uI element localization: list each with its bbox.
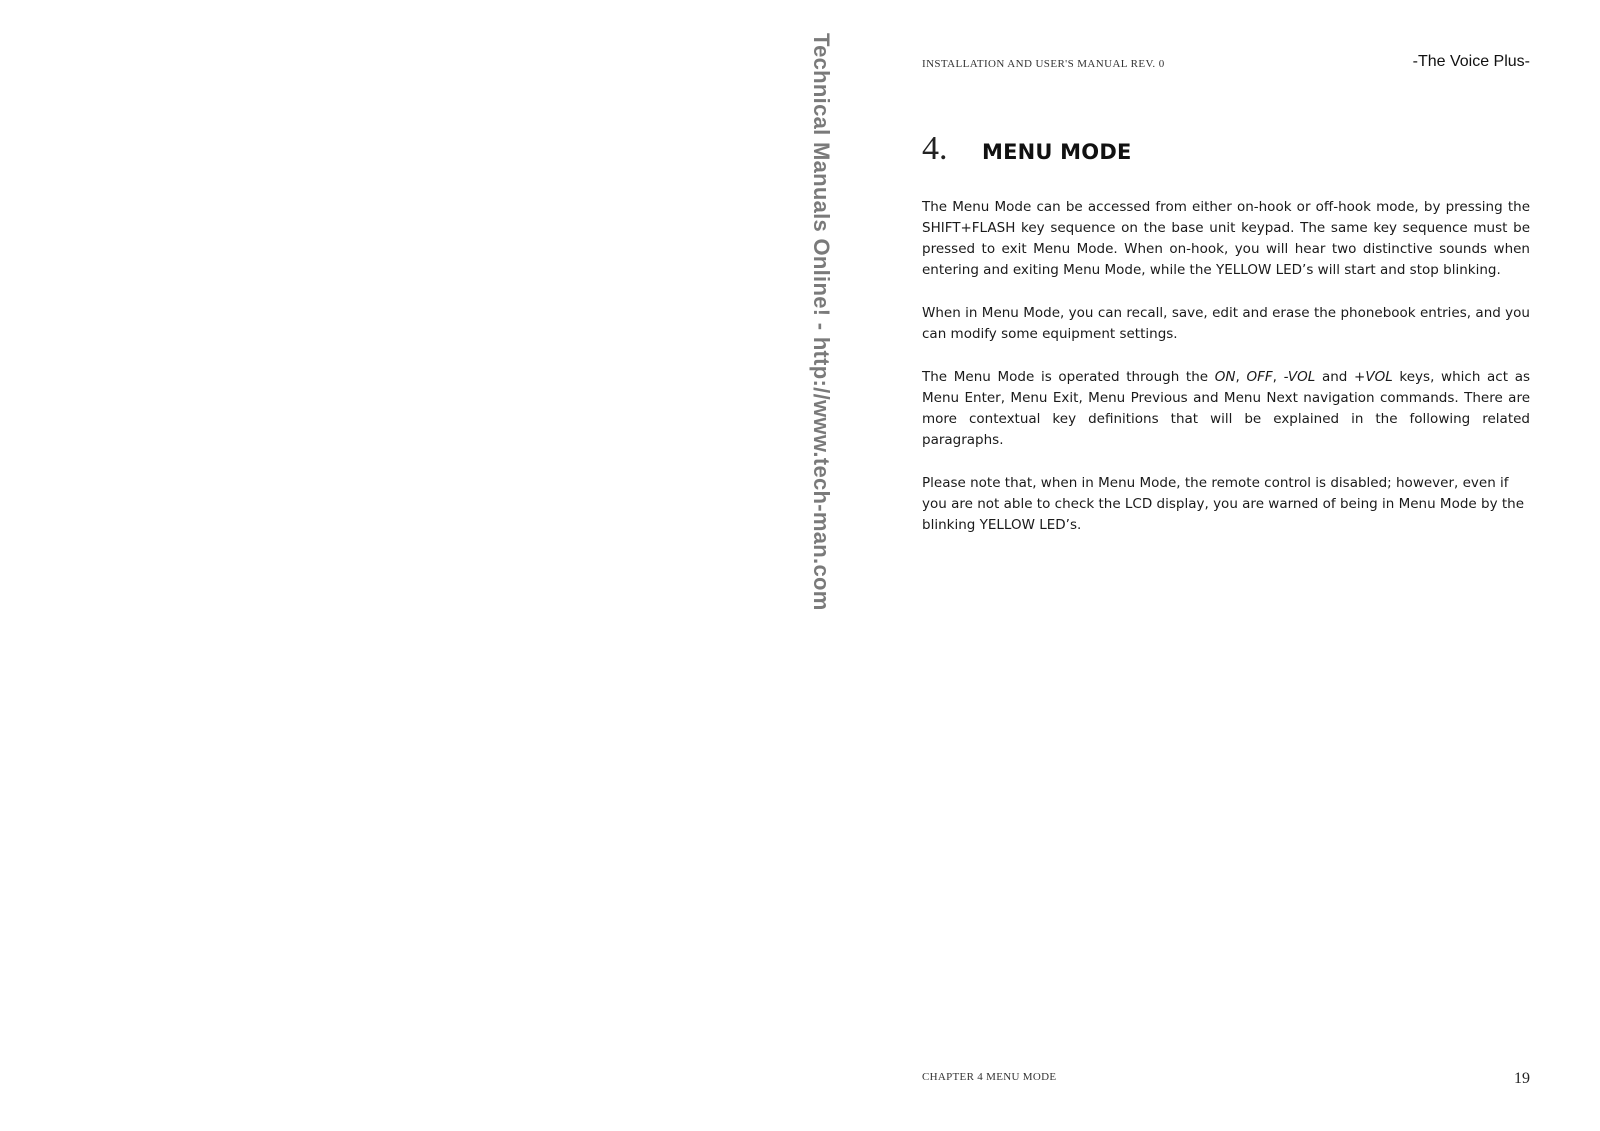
separator: and: [1315, 369, 1355, 385]
separator: ,: [1235, 369, 1247, 385]
paragraph-access: The Menu Mode can be accessed from either on-hook or off-hook mode, by pressing the SHIFT+FLASH key sequence on the base unit keypad. The same key sequence must be pressed to exit Menu Mode. When on-hook, you will hear two distinctive sounds when entering and exiting Menu Mode, while the YELLOW LED’s will start and stop blinking.: [922, 199, 1530, 278]
running-header: INSTALLATION AND USER'S MANUAL REV. 0: [922, 58, 1165, 70]
page-number: 19: [1514, 1070, 1530, 1087]
chapter-heading: [922, 130, 1530, 168]
key-off: OFF: [1246, 369, 1273, 385]
running-footer: CHAPTER 4 MENU MODE: [922, 1071, 1057, 1083]
watermark-text: Technical Manuals Online! - http://www.tech-man.com: [809, 33, 834, 611]
key-on: ON: [1214, 369, 1236, 385]
key-minus-vol: -VOL: [1283, 369, 1316, 385]
manual-page: [922, 0, 1530, 1131]
chapter-title: MENU MODE: [982, 140, 1132, 164]
key-plus-vol: +VOL: [1354, 369, 1393, 385]
chapter-body: [922, 197, 1530, 558]
paragraph-navigation-intro: The Menu Mode is operated through the: [922, 369, 1215, 385]
separator: ,: [1272, 369, 1284, 385]
chapter-number: 4.: [922, 130, 948, 167]
paragraph-navigation-rest: keys, which act as Menu Enter, Menu Exit, Menu Previous and Menu Next navigation commands. There are more contextual key definitions that will be explained in the following related paragraphs.: [922, 369, 1531, 448]
product-name: -The Voice Plus-: [1412, 53, 1530, 70]
paragraph-navigation: [922, 367, 1530, 451]
paragraph-functions: When in Menu Mode, you can recall, save, edit and erase the phonebook entries, and you can modify some equipment settings.: [922, 305, 1530, 342]
paragraph-remote-note: Please note that, when in Menu Mode, the remote control is disabled; however, even if you are not able to check the LCD display, you are warned of being in Menu Mode by the blinking YELLOW LED’s.: [922, 475, 1525, 533]
